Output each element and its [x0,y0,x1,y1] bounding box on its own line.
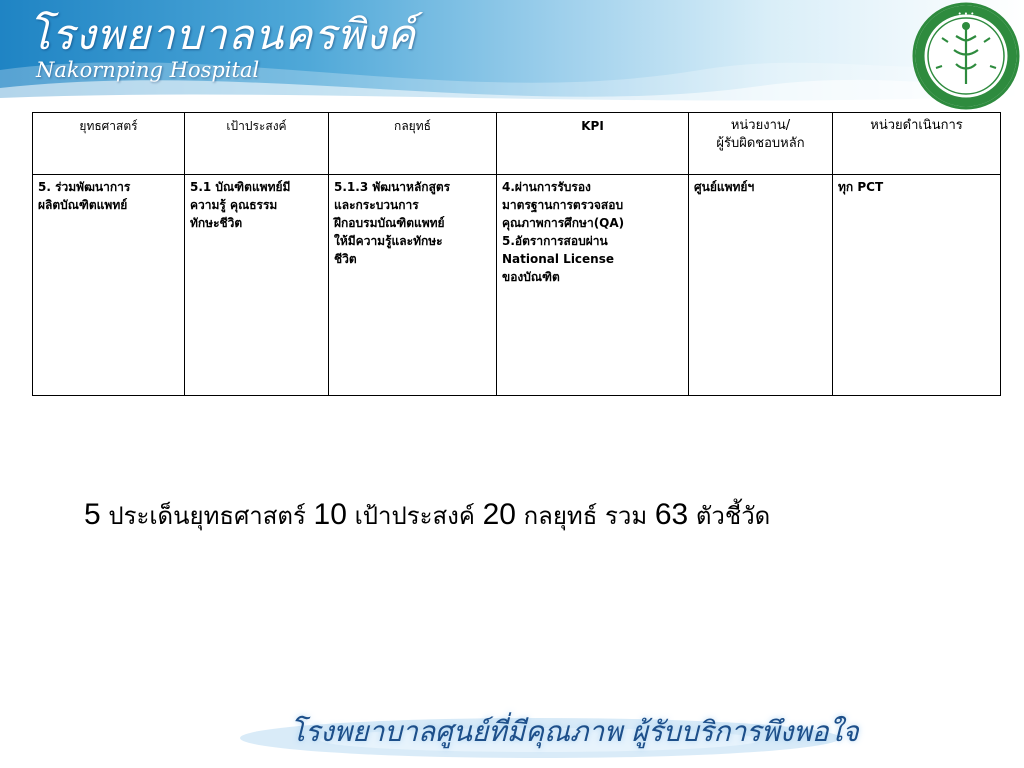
summary-label-total: รวม [605,502,648,530]
cell-kpi [497,175,689,396]
cell-objective [185,175,329,396]
header-strategy: ยุทธศาสตร์ [33,113,185,175]
header-tactic: กลยุทธ์ [329,113,497,175]
summary-label-tactics: กลยุทธ์ [523,502,598,530]
cell-responsible: ศูนย์แพทย์ฯ [689,175,833,396]
summary-line [84,496,770,535]
strategy-table [32,112,1001,396]
cell-line: ฝึกอบรมบัณฑิตแพทย์ [334,216,445,230]
header-objective: เป้าประสงค์ [185,113,329,175]
hospital-slogan: โรงพยาบาลศูนย์ที่มีคุณภาพ ผู้รับบริการพึงพอใจ [290,715,859,748]
summary-count-issues: 5 [84,498,101,531]
cell-line: ผลิตบัณฑิตแพทย์ [38,198,128,212]
cell-line: 5.1.3 พัฒนาหลักสูตร [334,180,451,194]
table-row [33,175,1001,396]
summary-count-objectives: 10 [313,498,347,531]
cell-line: 4.ผ่านการรับรอง [502,180,591,194]
cell-line: 5.1 บัณฑิตแพทย์มี [190,180,291,194]
cell-line: National License [502,252,615,266]
hospital-seal-logo [912,2,1020,110]
summary-count-indicators: 63 [654,498,689,531]
cell-line: 5. ร่วมพัฒนาการ [38,180,131,194]
cell-line: ให้มีความรู้และทักษะ [334,234,443,248]
summary-label-objectives: เป้าประสงค์ [354,502,475,530]
header-responsible-line2: ผู้รับผิดชอบหลัก [716,136,805,151]
hospital-name-english: Nakornping Hospital [36,58,260,82]
header-banner [0,0,1024,104]
footer-banner [0,700,1024,768]
header-responsible [689,113,833,175]
cell-line: และกระบวนการ [334,198,419,212]
hospital-name-thai: โรงพยาบาลนครพิงค์ [28,10,417,59]
summary-label-issues: ประเด็นยุทธศาสตร์ [108,502,306,530]
summary-count-tactics: 20 [482,498,516,531]
summary-label-indicators: ตัวชี้วัด [695,502,771,530]
header-responsible-line1: หน่วยงาน/ [730,118,791,133]
cell-strategy [33,175,185,396]
header-operating-unit: หน่วยดำเนินการ [833,113,1001,175]
header-kpi: KPI [497,113,689,175]
cell-line: คุณภาพการศึกษา(QA) [502,216,625,230]
cell-line: 5.อัตราการสอบผ่าน [502,234,608,248]
cell-line: ทักษะชีวิต [190,216,243,230]
table-header-row [33,113,1001,175]
cell-line: ของบัณฑิต [502,270,560,284]
cell-operating-unit: ทุก PCT [833,175,1001,396]
svg-text:• • •: • • • [957,10,975,18]
cell-line: มาตรฐานการตรวจสอบ [502,198,624,212]
cell-line: ชีวิต [334,252,357,266]
cell-line: ความรู้ คุณธรรม [190,198,278,212]
cell-tactic [329,175,497,396]
